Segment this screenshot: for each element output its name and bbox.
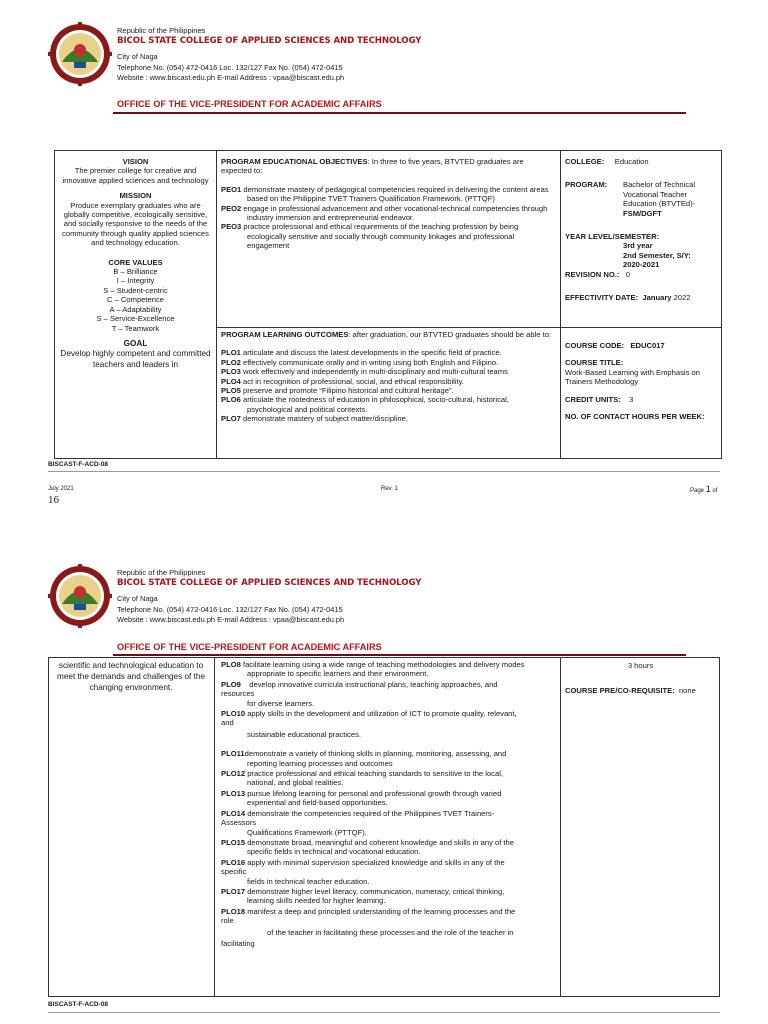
mission-text: Produce exemplary graduates who are globally competitive, ecologically sensitive, and socially responsive to the needs of the community through quality applied sciences and technology education. <box>62 200 209 248</box>
form-code: BISCAST-F-ACD-08 <box>48 461 108 468</box>
office-title: OFFICE OF THE VICE-PRESIDENT FOR ACADEMIC AFFAIRS <box>117 99 382 109</box>
goal-continued: scientific and technological education to meet the demands and challenges of the changing environment. <box>57 661 205 692</box>
goal-text: Develop highly competent and committed teachers and leaders in <box>60 349 211 370</box>
plo10-item: PLO10 apply skills in the development and utilization of ICT to promote quality, relevant, and sustainable educational practices. <box>221 709 517 739</box>
footer-rule-page2 <box>48 1012 720 1013</box>
effectivity-year: 2022 <box>673 293 691 303</box>
footer-total-pages: 16 <box>48 494 59 506</box>
footer-revision: Rev. 1 <box>381 486 398 492</box>
plo-item: PLO1 articulate and discuss the latest developments in the specific field of practice. <box>221 348 502 358</box>
plo11-item: PLO11demonstrate a variety of thinking skills in planning, monitoring, assessing, and reporting learning processes and outcomes <box>221 749 507 768</box>
peo-item: PEO3 practice professional and ethical requirements of the teaching profession by being ecologically sensitive and socially through community linkages and professional engagement <box>221 222 519 251</box>
plo-section <box>221 330 556 424</box>
goal-title: GOAL <box>123 338 148 348</box>
vmgo-column <box>57 157 214 370</box>
form-code-page2: BISCAST-F-ACD-08 <box>48 1001 108 1008</box>
telephone-line: Telephone No. (054) 472-0416 Loc. 132/127 Fax No. (054) 472-0415 <box>117 62 343 72</box>
republic-line-page2: Republic of the Philippines <box>117 568 206 577</box>
row-divider <box>216 327 722 328</box>
effectivity-value: January <box>642 293 672 303</box>
college-name-page2: BICOL STATE COLLEGE OF APPLIED SCIENCES AND TECHNOLOGY <box>117 578 422 588</box>
contact-hours-value: 3 hours <box>627 661 654 670</box>
core-value-a: A – Adaptability <box>109 304 162 314</box>
program-row <box>565 180 717 218</box>
header-rule <box>113 112 686 114</box>
address-block <box>117 52 344 84</box>
prerequisite-row <box>565 686 720 695</box>
plo-item: PLO3 work effectively and independently in multi-disciplinary and multi-cultural teams <box>221 367 508 377</box>
course-details <box>565 341 717 421</box>
revision-value: 0 <box>625 269 631 279</box>
plo-item: PLO5 preserve and promote “Filipino historical and cultural heritage”. <box>221 386 454 396</box>
course-info-column <box>565 157 717 302</box>
plo-item: PLO2 effectively communicate orally and in writing using both English and Filipino. <box>221 357 499 367</box>
vision-title: VISION <box>122 157 149 166</box>
plo-item: PLO6 articulate the rootedness of education in philosophical, socio-cultural, historical, psychological and political contexts. <box>221 395 509 414</box>
course-code-value: EDUC017 <box>630 341 665 350</box>
plo-item: PLO4 act in recognition of professional, social, and ethical responsibility. <box>221 376 465 386</box>
school-year-value: 2020-2021 <box>623 260 660 270</box>
core-value-s: S – Student-centric <box>103 285 168 295</box>
plo12-item: PLO12 practice professional and ethical teaching standards to sensitive to the local, national, and global realities. <box>221 769 503 788</box>
plo-heading: PROGRAM LEARNING OUTCOMES <box>221 330 349 339</box>
core-value-i: I – Integrity <box>116 276 155 286</box>
plo8-item: PLO8 facilitate learning using a wide range of teaching methodologies and delivery modes appropriate to specific learners and their environment. <box>221 660 525 679</box>
core-value-t: T – Teamwork <box>111 323 160 333</box>
col-divider-1 <box>216 150 217 459</box>
core-value-c: C – Competence <box>107 295 164 305</box>
program-value: Bachelor of Technical Vocational Teacher Education (BTVTEd)- <box>623 180 696 209</box>
col-divider-2-page2 <box>560 657 561 997</box>
footer-rule <box>48 471 720 472</box>
website-line: Website : www.biscast.edu.ph E-mail Address : vpaa@biscast.edu.ph <box>117 73 345 82</box>
course-title-value: Work-Based Learning with Emphasis on Trainers Methodology <box>565 367 700 387</box>
plo17-item: PLO17 demonstrate higher level literacy, communication, numeracy, critical thinking, learning skills needed for higher learning. <box>221 886 505 906</box>
plo16-item: PLO16 apply with minimal supervision specialized knowledge and skills in any of the specific fields in technical teacher education. <box>221 857 505 886</box>
course-code-label: COURSE CODE: <box>565 341 625 350</box>
plo-intro: : after graduation, our BTVTED graduates should be able to: <box>348 330 552 339</box>
peo-item: PEO2 engage in professional advancement and other vocational-technical competencies through industry immersion and entrepreneurial endeavor. <box>221 203 548 223</box>
plo18-item: PLO18 manifest a deep and principled understanding of the learning processes and the role of the teacher in facilitating these processes and the role of the teacher in facilitating <box>221 906 516 948</box>
effectivity-label: EFFECTIVITY DATE: <box>565 293 639 303</box>
prerequisite-value: none <box>678 686 696 695</box>
peo-heading: PROGRAM EDUCATIONAL OBJECTIVES <box>221 157 368 166</box>
contact-hours-label: NO. OF CONTACT HOURS PER WEEK: <box>565 412 705 422</box>
revision-label: REVISION NO.: <box>565 269 620 279</box>
core-value-b: B – Brilliance <box>113 267 158 277</box>
plo13-item: PLO13 pursue lifelong learning for personal and professional growth through varied experiential and field-based opportunities. <box>221 788 502 808</box>
credit-units-label: CREDIT UNITS: <box>565 394 621 404</box>
program-label: PROGRAM: <box>565 180 608 190</box>
credit-units-value: 3 <box>629 394 634 404</box>
year-value: 3rd year <box>623 241 653 251</box>
college-seal-logo-page2 <box>48 564 112 628</box>
college-value: Education <box>614 157 649 166</box>
col-divider-1-page2 <box>214 657 215 997</box>
republic-line: Republic of the Philippines <box>117 26 206 35</box>
year-label: YEAR LEVEL/SEMESTER: <box>565 232 660 242</box>
city-line: City of Naga <box>117 52 158 61</box>
semester-value: 2nd Semester, S/Y: <box>623 250 691 260</box>
college-seal-logo <box>48 22 112 86</box>
header-rule-page2 <box>113 654 686 656</box>
core-value-s2: S – Service-Excellence <box>96 314 175 324</box>
plo14-item: PLO14 demonstrate the competencies required of the Philippines TVET Trainers- Assessors Qualifications Framework (PTTQF). <box>221 808 495 837</box>
plo9-item: PLO9 develop innovative curricula instructional plans, teaching approaches, and resources for diverse learners. <box>221 679 498 708</box>
plo15-item: PLO15 demonstrate broad, meaningful and coherent knowledge and skills in any of the specific fields in technical and vocational education. <box>221 837 514 857</box>
college-name: BICOL STATE COLLEGE OF APPLIED SCIENCES AND TECHNOLOGY <box>117 36 422 46</box>
peo-item: PEO1 demonstrate mastery of pedagogical competencies required in delivering the content areas based on the Philippine TVET Trainers Qualification Framework. (PTTQF) <box>221 184 549 204</box>
core-values-title: CORE VALUES <box>108 257 163 267</box>
program-value-major: FSM/DGFT <box>623 208 662 218</box>
college-label: COLLEGE: <box>565 157 605 166</box>
footer-page: Page 1 of <box>690 484 718 494</box>
plo-section-page2 <box>221 660 557 948</box>
mission-title: MISSION <box>119 191 152 201</box>
peo-section <box>221 157 556 251</box>
vision-text: The premier college for creative and innovative applied sciences and technology <box>62 166 209 185</box>
col-divider-2 <box>560 150 561 459</box>
footer-date: July 2021 <box>48 486 74 492</box>
plo-item: PLO7 demonstrate mastery of subject matter/discipline. <box>221 414 408 424</box>
peo-intro: : In three to five years, BTVTED graduates are expected to: <box>221 157 524 176</box>
course-title-label: COURSE TITLE: <box>565 358 624 368</box>
address-block-page2: City of Naga Telephone No. (054) 472-0416 Loc. 132/127 Fax No. (054) 472-0415 Website : www.biscast.edu.ph E-mail Address : vpaa@biscast.edu.ph <box>117 594 345 624</box>
office-title-page2: OFFICE OF THE VICE-PRESIDENT FOR ACADEMIC AFFAIRS <box>117 642 382 652</box>
prerequisite-label: COURSE PRE/CO-REQUISITE: <box>565 686 675 695</box>
